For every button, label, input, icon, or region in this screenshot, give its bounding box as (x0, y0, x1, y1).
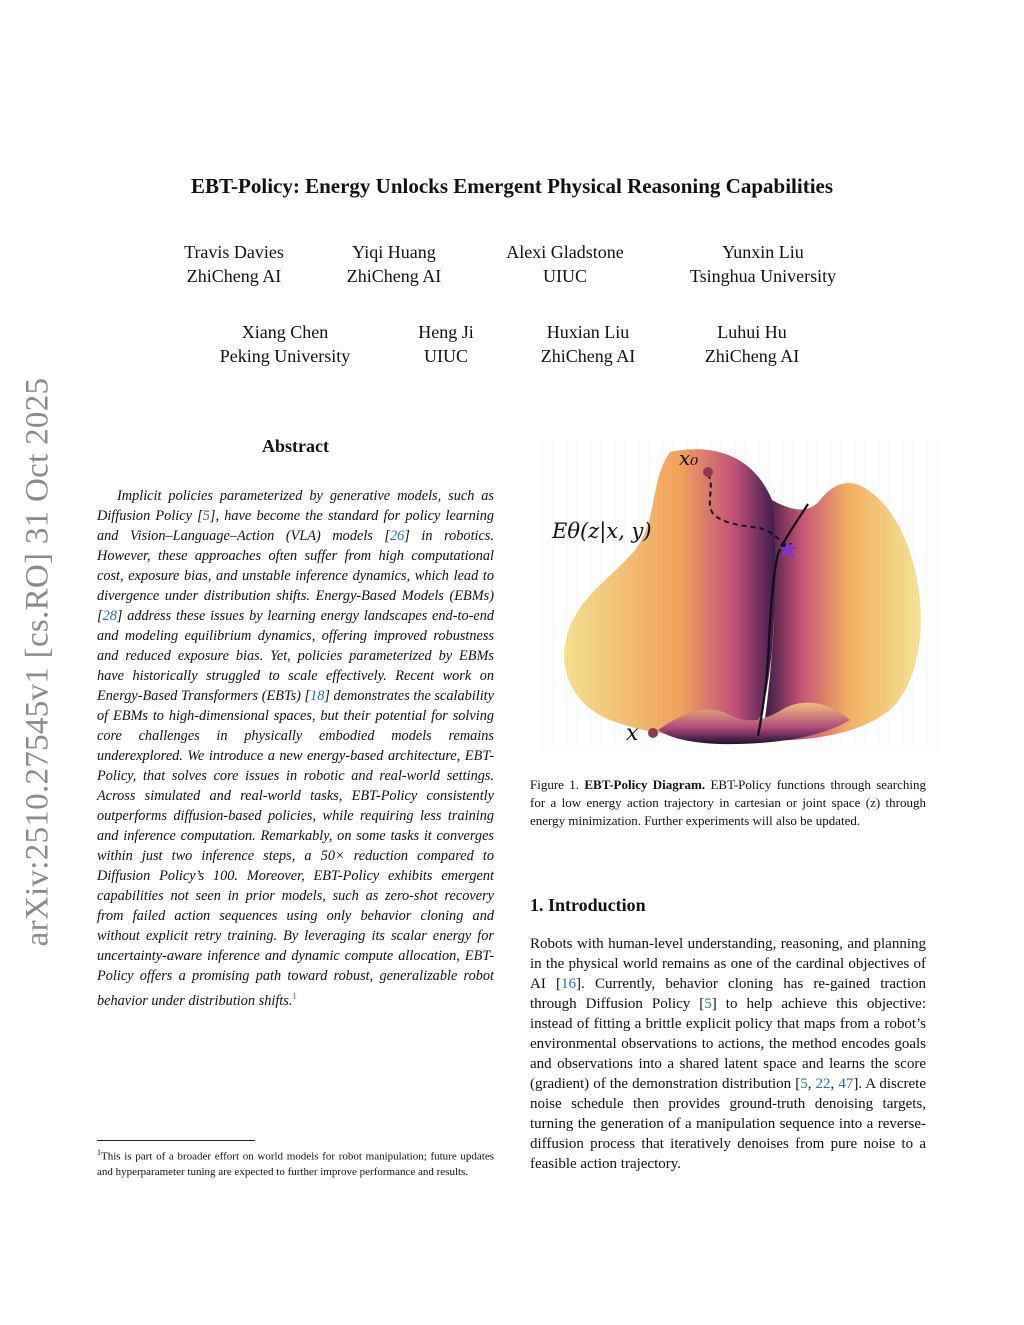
author-name: Heng Ji (418, 322, 474, 342)
author-block (220, 320, 351, 368)
section-heading: 1. Introduction (530, 895, 646, 915)
paper-title: EBT-Policy: Energy Unlocks Emergent Physical Reasoning Capabilities (190, 174, 834, 198)
author-block (690, 240, 836, 288)
author-name: Alexi Gladstone (506, 242, 624, 262)
footnote-divider (97, 1140, 255, 1141)
intro-text: Robots with human-level understanding, reasoning, and planning in the physical world remains as one of the cardinal objectives of AI [ (530, 936, 926, 992)
author-block (184, 240, 284, 288)
author-block (347, 240, 442, 288)
abstract-text: Implicit policies parameterized by generative models, such as Diffusion Policy [ (97, 488, 494, 524)
author-block (705, 320, 800, 368)
x-label: x (626, 721, 639, 746)
author-affiliation: ZhiCheng AI (540, 346, 636, 366)
abstract-text: ], have become the standard for policy learning and Vision–Language–Action (VLA) models [ (97, 508, 494, 544)
author-affiliation: ZhiCheng AI (346, 266, 442, 286)
intro-text: ] to help achieve this objective: instead of fitting a brittle explicit policy that maps from a robot’s environmental observations to actions, the method encodes goals and observations into a shared latent space and learns the score (gradient) of the demonstration distribution [ (530, 996, 926, 1092)
author-block (506, 240, 623, 288)
figure-caption (530, 776, 926, 830)
footnote-marker[interactable]: 1 (292, 991, 297, 1001)
footnote-number: 1 (97, 1148, 101, 1157)
footnote-text: This is part of a broader effort on world models for robot manipulation; future updates and hyperparameter tuning are expected to further improve performance and results. (97, 1150, 494, 1178)
caption-title: EBT-Policy Diagram. (584, 777, 706, 792)
end-point-marker (648, 728, 658, 738)
citation-link[interactable]: 16 (561, 976, 577, 992)
citation-link[interactable]: 28 (102, 608, 117, 624)
intro-text: , (830, 1076, 839, 1092)
citation-link[interactable]: 5 (202, 508, 210, 524)
x0-label: x₀ (679, 446, 699, 470)
abstract-body (97, 486, 494, 1011)
abstract-text: ] address these issues by learning energy landscapes end-to-end and modeling equilibrium dynamics, offering improved robustness and reduced exposure bias. Yet, policies parameterized by EBMs have historically struggled to scale effectively. Recent work on Energy-Based Transformers (EBTs) [ (97, 608, 494, 704)
start-point-marker (703, 467, 713, 477)
author-affiliation: Tsinghua University (689, 266, 837, 286)
citation-link[interactable]: 5 (704, 996, 712, 1012)
surface-mesh-lines (540, 440, 940, 750)
author-block (418, 320, 474, 368)
author-affiliation: ZhiCheng AI (186, 266, 282, 286)
author-name: Yiqi Huang (352, 242, 436, 262)
energy-landscape-figure (540, 440, 940, 750)
author-name: Yunxin Liu (722, 242, 804, 262)
author-name: Luhui Hu (717, 322, 787, 342)
author-affiliation: UIUC (542, 266, 587, 286)
energy-landscape-svg (540, 440, 940, 750)
author-name: Huxian Liu (546, 322, 630, 342)
citation-link[interactable]: 47 (838, 1076, 854, 1092)
caption-text: EBT-Policy functions through searching for a low energy action trajectory in cartesian or joint space (z) through energy minimization. Further experiments will also be updated. (530, 777, 927, 828)
abstract-text: ] demonstrates the scalability of EBMs to high-dimensional spaces, but their potential for solving core challenges in physically embodied models remains underexplored. We introduce a new energy-based architecture, EBT-Policy, that solves core issues in robotic and real-world settings. Across simulated and real-world tasks, EBT-Policy consistently outperforms diffusion-based policies, while requiring less training and inference computation. Remarkably, on some tasks it converges within just two inference steps, a 50× reduction compared to Diffusion Policy’s 100. Moreover, EBT-Policy exhibits emergent capabilities not seen in prior models, such as zero-shot recovery from failed action sequences using only behavior cloning and without explicit retry training. By leveraging its scalar energy for uncertainty-aware inference and dynamic compute allocation, EBT-Policy offers a promising path toward robust, generalizable robot behavior under distribution shifts. (97, 688, 494, 1009)
author-affiliation: UIUC (424, 346, 468, 366)
energy-function-label: Eθ(z|x, y) (552, 519, 652, 543)
intro-text: , (807, 1076, 816, 1092)
citation-link[interactable]: 5 (800, 1076, 808, 1092)
footnote (97, 1145, 494, 1180)
author-affiliation: Peking University (219, 346, 351, 366)
intro-text: ]. Currently, behavior cloning has re-gained traction through Diffusion Policy [ (530, 976, 927, 1012)
citation-link[interactable]: 22 (815, 1076, 831, 1092)
author-affiliation: ZhiCheng AI (704, 346, 800, 366)
arxiv-identifier: arXiv:2510.27545v1 [cs.RO] 31 Oct 2025 (19, 377, 56, 947)
introduction-body (530, 934, 926, 1174)
citation-link[interactable]: 26 (389, 528, 405, 544)
abstract-text: ] in robotics. However, these approaches often suffer from high computational cost, exposure bias, and unstable inference dynamics, which lead to divergence under distribution shifts. Energy-Based Models (EBMs) [ (97, 528, 494, 624)
intro-text: ]. A discrete noise schedule then provides ground-truth denoising targets, turning the generation of a manipulation sequence into a reverse-diffusion process that iteratively denoises from pure noise to a feasible action trajectory. (530, 1076, 926, 1172)
caption-number: Figure 1. (530, 777, 580, 792)
citation-link[interactable]: 18 (310, 688, 325, 704)
abstract-heading: Abstract (262, 436, 329, 456)
author-block (541, 320, 636, 368)
author-name: Travis Davies (184, 242, 284, 262)
author-name: Xiang Chen (241, 322, 329, 342)
